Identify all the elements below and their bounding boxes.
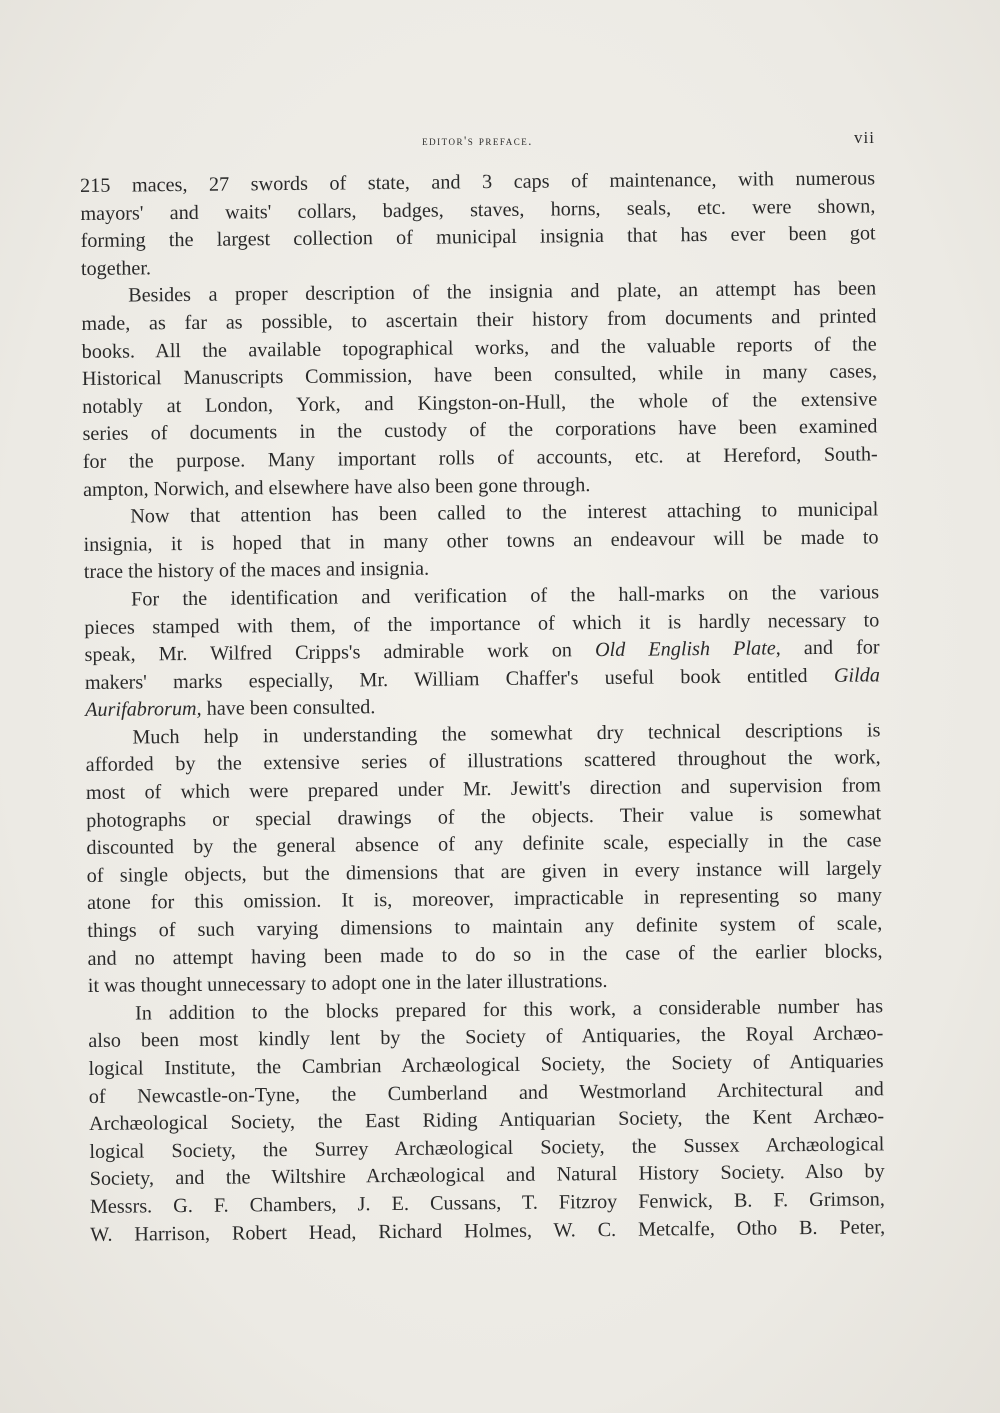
text-line: Society, and the Wiltshire Archæological and Natural History Society. Also by (89, 1160, 885, 1191)
text-line: For the identification and verification of the hall-marks on the various (130, 581, 880, 611)
text-line: made, as far as possible, to ascertain their history from documents and printed (81, 305, 877, 335)
text-run: speak, Mr. Wilfred Cripps's admirable work on (84, 639, 573, 667)
text-line: 215 maces, 27 swords of state, and 3 caps of maintenance, with numerous (80, 167, 876, 197)
text-line: and no attempt having been made to do so in the case of the earlier blocks, (87, 939, 883, 970)
book-title-old-english-plate: Old English Plate (594, 637, 776, 662)
text-line: things of such varying dimensions to maintain any definite system of scale, (87, 912, 883, 942)
text-line: W. Harrison, Robert Head, Richard Holmes, W. C. Metcalfe, Otho B. Peter, (90, 1215, 886, 1246)
text-line: ampton, Norwich, and elsewhere have also been gone through. (82, 473, 591, 501)
text-line: atone for this omission. It is, moreover, impracticable in representing so many (86, 884, 883, 915)
text-line: photographs or special drawings of the objects. Their value is somewhat (86, 801, 882, 832)
text-line: logical Society, the Surrey Archæological Society, the Sussex Archæological (89, 1133, 885, 1163)
text-line: together. (80, 257, 152, 280)
text-line: forming the largest collection of municipal insignia that has ever been got (80, 222, 876, 253)
running-title (80, 134, 875, 149)
text-line: Much help in understanding the somewhat dry technical descriptions is (132, 719, 881, 749)
book-title-gilda: Gilda (833, 664, 880, 687)
text-line: Archæological Society, the East Riding Antiquarian Society, the Kent Archæo- (89, 1105, 885, 1136)
book-title-aurifabrorum: Aurifabrorum, (85, 698, 202, 722)
text-line: insignia, it is hoped that in many other towns an endeavour will be made to (83, 526, 879, 556)
text-line: also been most kindly lent by the Society of Antiquaries, the Royal Archæo- (88, 1022, 884, 1053)
text-line: most of which were prepared under Mr. Jewitt's direction and supervision from (85, 774, 882, 805)
text-line: trace the history of the maces and insignia. (83, 557, 430, 584)
text-line: mayors' and waits' collars, badges, staves, horns, seals, etc. were shown, (80, 194, 876, 225)
text-line: it was thought unnecessary to adopt one in the later illustrations. (87, 970, 608, 998)
running-title-text: editor's preface. (422, 134, 533, 148)
text-line: of Newcastle-on-Tyne, the Cumberland and Westmorland Architectural and (88, 1077, 884, 1108)
text-line: Besides a proper description of the insignia and plate, an attempt has been (128, 277, 877, 307)
text-line: Historical Manuscripts Commission, have been consulted, while in many cases, (81, 360, 878, 391)
text-line: afforded by the extensive series of illustrations scattered throughout the work, (85, 746, 881, 777)
text-line: discounted by the general absence of any definite scale, especially in the case (86, 829, 882, 860)
text-line: notably at London, York, and Kingston-on-Hull, the whole of the extensive (82, 388, 878, 418)
text-line: Messrs. G. F. Chambers, J. E. Cussans, T. Fitzroy Fenwick, B. F. Grimson, (89, 1188, 885, 1218)
preface-body (80, 165, 885, 1249)
text-line: pieces stamped with them, of the importance of which it is hardly necessary to (84, 608, 880, 639)
text-line: Now that attention has been called to the interest attaching to municipal (130, 498, 879, 528)
running-head (80, 128, 875, 158)
text-line: In addition to the blocks prepared for this work, a considerable number has (134, 995, 884, 1025)
text-line: for the purpose. Many important rolls of accounts, etc. at Hereford, South- (82, 443, 878, 473)
text-line: series of documents in the custody of the corporations have been examined (82, 415, 878, 446)
text-run: have been consulted. (201, 696, 376, 721)
page-number: vii (854, 128, 875, 147)
text-line: of single objects, but the dimensions that are given in every instance will largely (86, 857, 882, 887)
text-run: , and for (775, 636, 880, 660)
text-line: logical Institute, the Cambrian Archæological Society, the Society of Antiquaries (88, 1050, 884, 1080)
text-line: books. All the available topographical works, and the valuable reports of the (81, 332, 877, 363)
text-run: makers' marks especially, Mr. William Chaffer's useful book entitled (84, 664, 808, 694)
